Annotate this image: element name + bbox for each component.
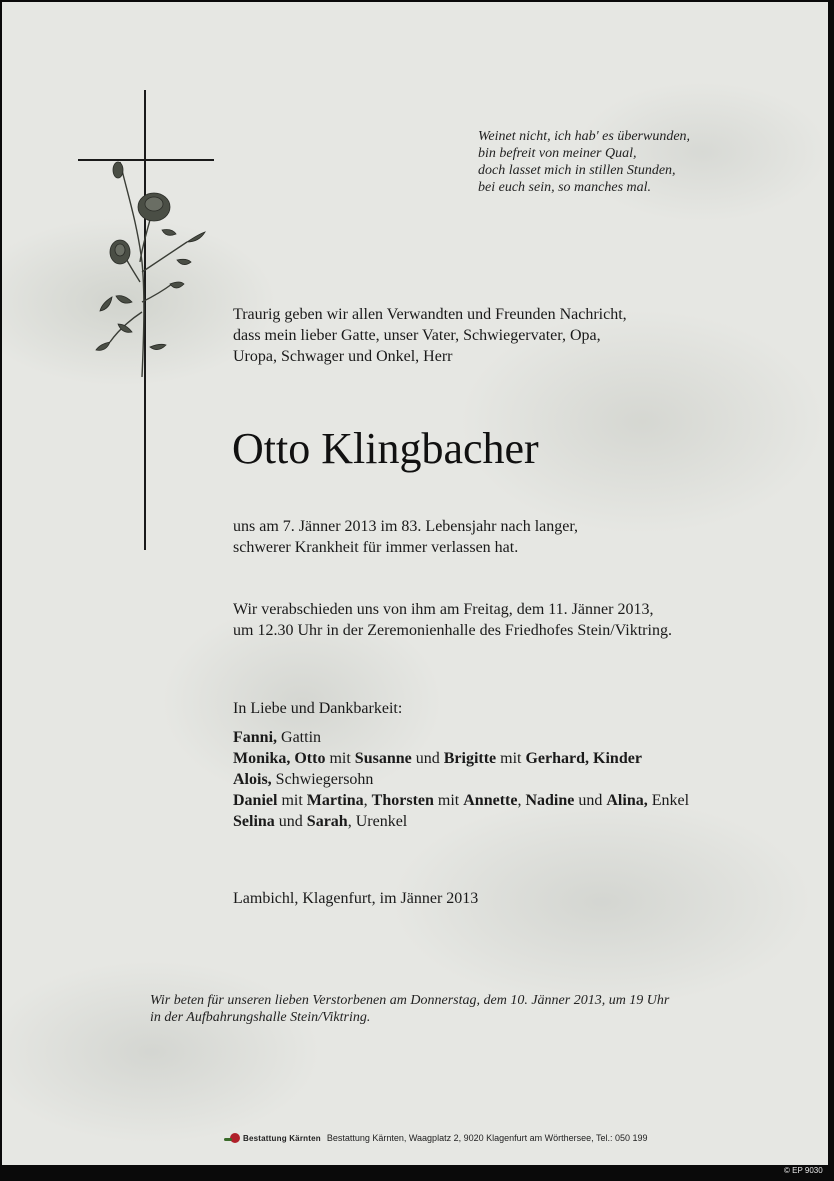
farewell-text [233, 599, 672, 641]
farewell-line: um 12.30 Uhr in der Zeremonienhalle des Friedhofes Stein/Viktring. [233, 622, 672, 639]
family-list [233, 727, 689, 832]
deceased-name: Otto Klingbacher [232, 424, 539, 473]
announcement-line: Uropa, Schwager und Onkel, Herr [233, 348, 453, 365]
rose-illustration [92, 152, 222, 382]
passing-line: uns am 7. Jänner 2013 im 83. Lebensjahr nach langer, [233, 518, 579, 535]
footer-address: Bestattung Kärnten, Waagplatz 2, 9020 Klagenfurt am Wörthersee, Tel.: 050 199 [326, 1133, 648, 1143]
announcement-line: Traurig geben wir allen Verwandten und Freunden Nachricht, [233, 306, 627, 323]
family-line: Daniel mit Martina, Thorsten mit Annette, Nadine und Alina, Enkel [233, 792, 690, 809]
family-line: Monika, Otto mit Susanne und Brigitte mit Gerhard, Kinder [233, 750, 642, 767]
poem-line: bei euch sein, so manches mal. [478, 180, 652, 195]
copyright-code: © EP 9030 [784, 1166, 823, 1175]
family-line: Fanni, Gattin [233, 729, 322, 746]
prayer-notice [150, 992, 669, 1026]
poem-line: doch lasset mich in stillen Stunden, [478, 163, 676, 178]
poem-line: bin befreit von meiner Qual, [478, 146, 637, 161]
obituary-sheet [2, 2, 828, 1165]
poem [478, 128, 778, 196]
family-line: Alois, Schwiegersohn [233, 771, 374, 788]
announcement-line: dass mein lieber Gatte, unser Vater, Schwiegervater, Opa, [233, 327, 601, 344]
rose-logo-icon [230, 1133, 240, 1143]
passing-line: schwerer Krankheit für immer verlassen hat. [233, 539, 519, 556]
family-line: Selina und Sarah, Urenkel [233, 813, 408, 830]
passing-text [233, 516, 578, 558]
prayer-line: Wir beten für unseren lieben Verstorbenen am Donnerstag, dem 10. Jänner 2013, um 19 Uhr [150, 993, 670, 1008]
funeral-home-logo [230, 1133, 321, 1143]
place-date: Lambichl, Klagenfurt, im Jänner 2013 [233, 890, 479, 907]
closing-intro: In Liebe und Dankbarkeit: [233, 700, 403, 717]
announcement [233, 304, 627, 367]
prayer-line: in der Aufbahrungshalle Stein/Viktring. [150, 1010, 371, 1025]
footer [230, 1130, 648, 1146]
logo-text: Bestattung Kärnten [243, 1133, 321, 1143]
farewell-line: Wir verabschieden uns von ihm am Freitag, dem 11. Jänner 2013, [233, 601, 654, 618]
poem-line: Weinet nicht, ich hab' es überwunden, [478, 129, 691, 144]
